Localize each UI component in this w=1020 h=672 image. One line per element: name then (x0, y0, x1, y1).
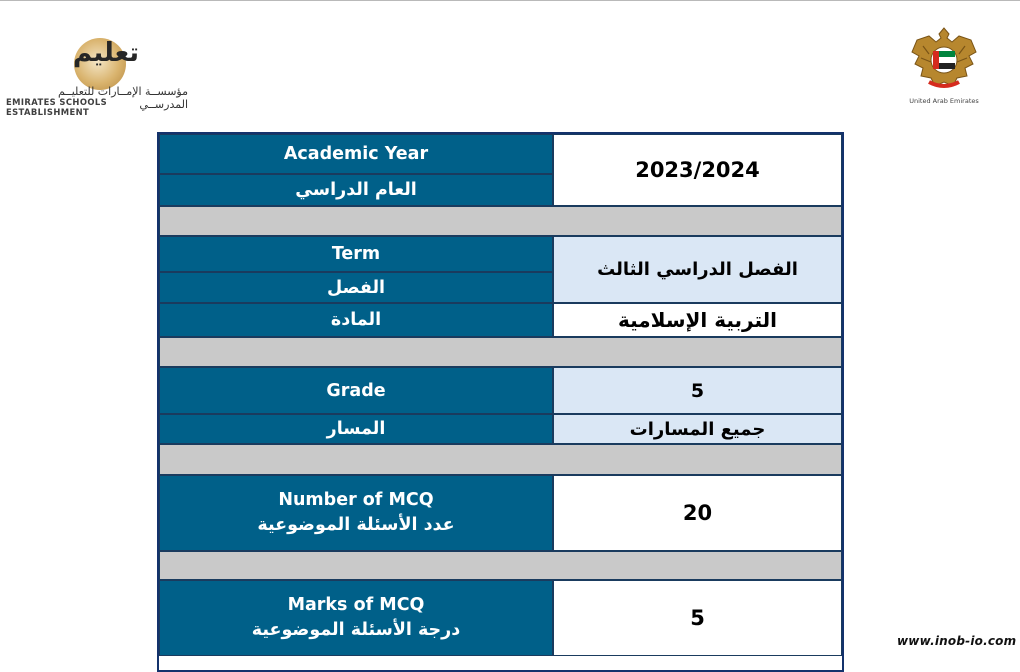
separator-row (159, 551, 842, 580)
mcq-marks-label-en: Marks of MCQ (287, 594, 425, 615)
separator-row (159, 337, 842, 367)
site-watermark: www.inob-io.com (897, 634, 1017, 648)
ese-name-arabic: مؤسســة الإمــارات للتعليــم المدرســي (57, 85, 188, 111)
track-value: جميع المسارات (553, 414, 842, 444)
ese-logo (6, 30, 190, 117)
term-value: الفصل الدراسي الثالث (553, 236, 842, 303)
separator-row (159, 444, 842, 475)
academic-year-label-en: Academic Year (159, 134, 553, 174)
track-label-ar: المسار (159, 414, 553, 444)
academic-year-value: 2023/2024 (553, 134, 842, 206)
mcq-count-label-ar: عدد الأسئلة الموضوعية (257, 515, 455, 535)
grade-value: 5 (553, 367, 842, 414)
ese-wordmark: تعليم (72, 38, 140, 68)
term-label-ar: الفصل (159, 272, 553, 303)
exam-info-table (157, 132, 844, 672)
academic-year-label-ar: العام الدراسي (159, 174, 553, 206)
top-border-line (0, 0, 1020, 1)
mcq-count-value: 20 (553, 475, 842, 551)
uae-emblem-caption: United Arab Emirates (909, 97, 979, 105)
uae-emblem-falcon-icon (909, 24, 979, 94)
mcq-marks-label-ar: درجة الأسئلة الموضوعية (251, 620, 461, 640)
mcq-marks-label (159, 580, 553, 656)
ese-name-english: EMIRATES SCHOOLS ESTABLISHMENT (6, 97, 108, 117)
mcq-count-label (159, 475, 553, 551)
subject-value: التربية الإسلامية (553, 303, 842, 337)
mcq-count-label-en: Number of MCQ (278, 489, 434, 510)
term-label-en: Term (159, 236, 553, 272)
subject-label-ar: المادة (159, 303, 553, 337)
uae-emblem (904, 24, 984, 108)
mcq-marks-value: 5 (553, 580, 842, 656)
separator-row (159, 206, 842, 236)
grade-label-en: Grade (159, 367, 553, 414)
